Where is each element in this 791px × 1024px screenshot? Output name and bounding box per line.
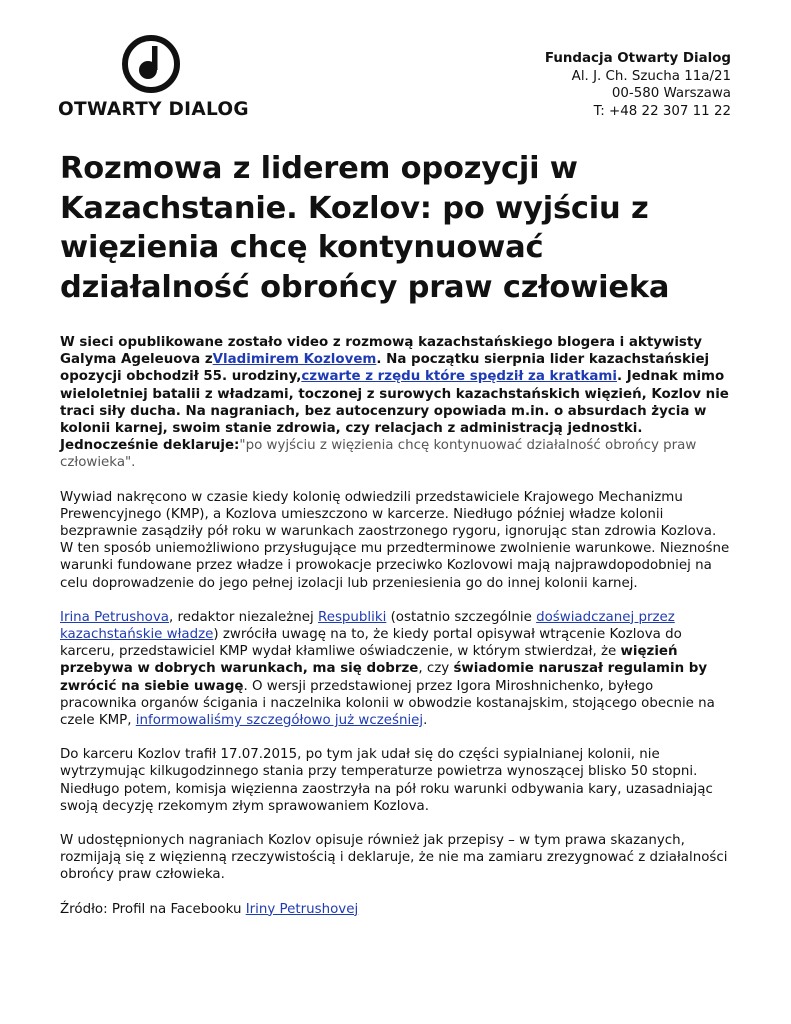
lead-quote: "po wyjściu z więzienia chcę kontynuować działalność obrońcy praw człowieka". <box>60 438 697 471</box>
logo <box>58 34 248 124</box>
link-respubliki[interactable]: Respubliki <box>318 609 387 625</box>
lead-text-3: . Jednak mimo wieloletniej batalii z władzami, toczonej z surowych kazachstańskich więzień, Kozlov nie traci siły ducha. Na nagraniach, bez autocenzury opowiada m.in. o absurdach życia w kolonii karnej, swoim stanie zdrowia, czy relacjach z administracją jednostki. Jednocześnie deklaruje: <box>60 369 729 454</box>
text-span: , redaktor niezależnej <box>169 609 318 625</box>
article-title: Rozmowa z liderem opozycji w Kazachstanie. Kozlov: po wyjściu z więzienia chcę kontynuować działalność obrońcy praw człowieka <box>60 151 670 305</box>
paragraph-petrushova <box>60 609 732 729</box>
address-city: 00-580 Warszawa <box>611 86 731 101</box>
bold-text: świadomie naruszał regulamin by zwrócić na siebie uwagę <box>60 661 708 694</box>
lead-text-1: W sieci opublikowane zostało video z rozmową kazachstańskiego blogera i aktywisty Galyma Ageleuova z <box>60 335 703 368</box>
lead-paragraph <box>60 334 732 472</box>
text-span: , czy <box>418 661 454 677</box>
article-body <box>60 334 732 935</box>
bold-text: więzień przebywa w dobrych warunkach, ma się dobrze <box>60 644 678 677</box>
link-iriny-petrushovej[interactable]: Iriny Petrushovej <box>245 901 359 917</box>
link-experienced-by-authorities[interactable]: doświadczanej przez kazachstańskie władze <box>60 609 675 643</box>
text-span: ) zwróciła uwagę na to, że kiedy portal opisywał wtrącenie Kozlova do karceru, przedstawiciel KMP wydał kłamliwe oświadczenie, w którym stwierdzał, że <box>60 627 682 660</box>
source-line <box>60 901 732 918</box>
organization-address <box>545 50 731 120</box>
link-fourth-birthday-behind-bars[interactable]: czwarte z rzędu które spędził za kratkami <box>301 369 617 385</box>
link-irina-petrushova[interactable]: Irina Petrushova <box>60 609 169 625</box>
link-vladimir-kozlov[interactable]: Vladimirem Kozlovem <box>212 352 377 368</box>
text-span: . O wersji przedstawionej przez Igora Miroshnichenko, byłego pracownika organów ścigania i naczelnika kolonii w obwodzie kostanajskim, stojącego obecnie na czele KMP, <box>60 678 715 729</box>
address-street: Al. J. Ch. Szucha 11a/21 <box>571 68 731 84</box>
phone-number: T: +48 22 307 11 22 <box>593 103 731 119</box>
organization-name: Fundacja Otwarty Dialog <box>544 51 731 66</box>
lead-text-2: . Na początku sierpnia lider kazachstańskiej opozycji obchodził 55. urodziny, <box>60 352 710 385</box>
paragraph-recordings: W udostępnionych nagraniach Kozlov opisuje również jak przepisy – w tym prawa skazanych, rozmijają się z więzienną rzeczywistością i deklaruje, że nie ma zamiaru zrezygnować z działalności obrońcy praw człowieka. <box>60 833 728 883</box>
text-span: . <box>423 713 428 729</box>
text-span: (ostatnio szczególnie <box>386 609 537 625</box>
link-informed-earlier[interactable]: informowaliśmy szczegółowo już wcześniej <box>135 713 424 729</box>
logo-text: OTWARTY DIALOG <box>58 99 249 120</box>
source-text: Źródło: Profil na Facebooku <box>60 901 246 917</box>
paragraph-karcer: Do karceru Kozlov trafił 17.07.2015, po tym jak udał się do części sypialnianej kolonii, nie wytrzymując kilkugodzinnego stania przy temperaturze powietrza wynoszącej blisko 50 stopni. Niedługo potem, komisja więzienna zaostrzyła na pół roku warunki odbywania kary, uzasadniając swoją decyzję rzekomym złym sprawowaniem Kozlova. <box>60 747 713 814</box>
paragraph-interview: Wywiad nakręcono w czasie kiedy kolonię odwiedzili przedstawiciele Krajowego Mechanizmu Prewencyjnego (KMP), a Kozlova umieszczono w karcerze. Niedługo później władze kolonii bezprawnie zasądziły pół roku w warunkach zaostrzonego rygoru, ignorując stan zdrowia Kozlova. W ten sposób uniemożliwiono przysługujące mu przedterminowe zwolnienie warunkowe. Nieznośne warunki fundowane przez władze i prowokacje przeciwko Kozlovowi mają najprawdopodobniej na celu doprowadzenie do jego pełnej izolacji lub przeniesienia go do innej kolonii karnej. <box>60 489 730 591</box>
otwarty-dialog-logo-icon <box>121 34 181 94</box>
